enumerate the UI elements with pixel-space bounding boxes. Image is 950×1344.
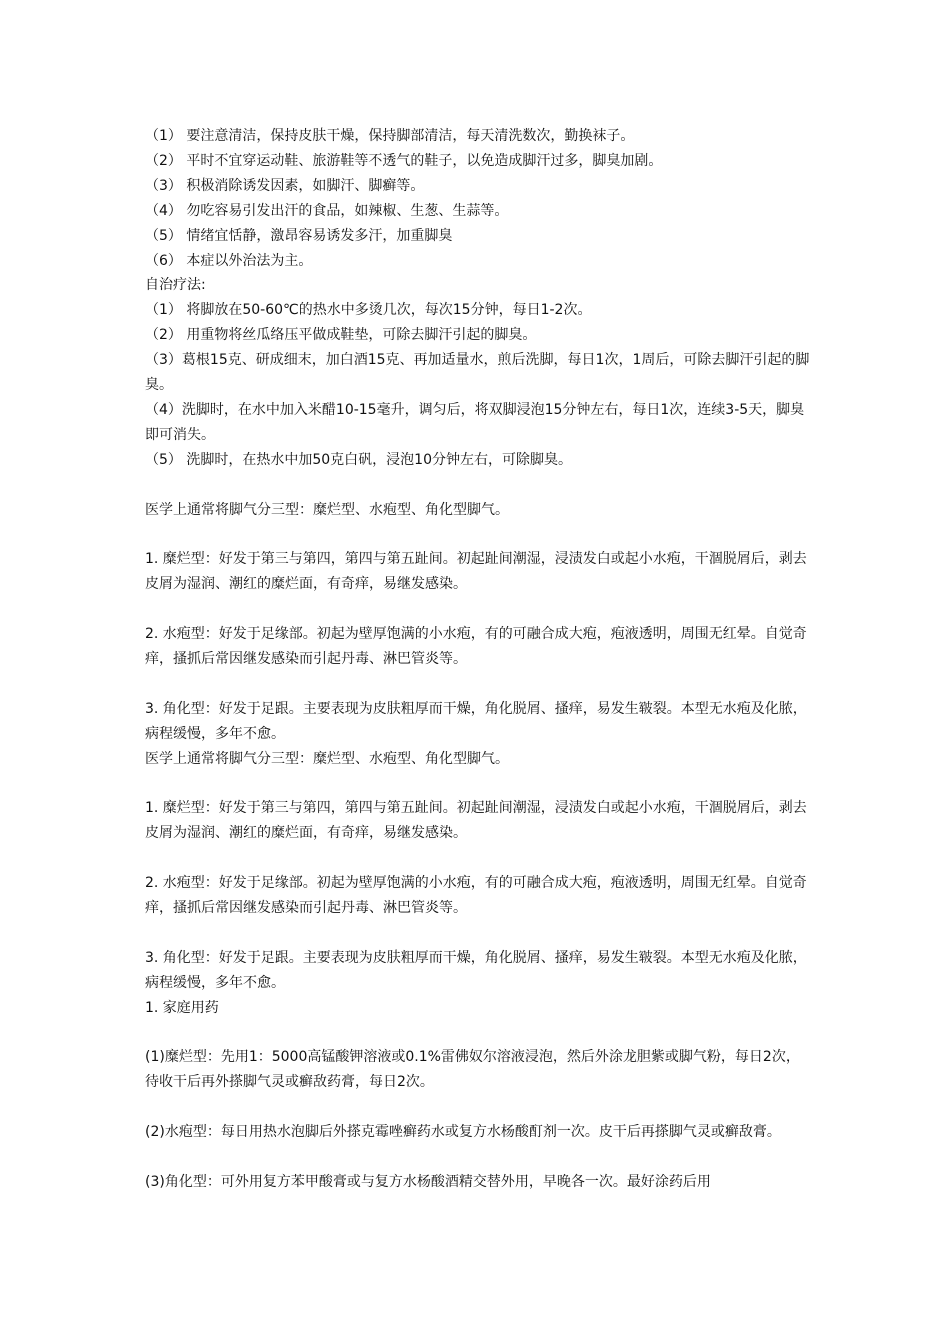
paragraph: （3） 积极消除诱发因素，如脚汗、脚癣等。 xyxy=(145,177,425,194)
paragraph: 1. 糜烂型：好发于第三与第四，第四与第五趾间。初起趾间潮湿，浸渍发白或起小水疱，干涸脱屑后，剥去皮屑为湿润、潮红的糜烂面，有奇痒，易继发感染。 xyxy=(145,551,807,593)
paragraph-spacer xyxy=(145,1145,810,1170)
paragraph: （5） 情绪宜恬静，激昂容易诱发多汗，加重脚臭 xyxy=(145,227,453,244)
paragraph-spacer xyxy=(145,522,810,547)
paragraph: 1. 糜烂型：好发于第三与第四，第四与第五趾间。初起趾间潮湿，浸渍发白或起小水疱，干涸脱屑后，剥去皮屑为湿润、潮红的糜烂面，有奇痒，易继发感染。 xyxy=(145,800,807,842)
paragraph: 3. 角化型：好发于足跟。主要表现为皮肤粗厚而干燥，角化脱屑、搔痒，易发生皲裂。本型无水疱及化脓，病程缓慢，多年不愈。 xyxy=(145,700,807,742)
paragraph: 医学上通常将脚气分三型：糜烂型、水疱型、角化型脚气。 xyxy=(145,750,509,767)
paragraph: 2. 水疱型：好发于足缘部。初起为壁厚饱满的小水疱，有的可融合成大疱，疱液透明，周围无红晕。自觉奇痒，搔抓后常因继发感染而引起丹毒、淋巴管炎等。 xyxy=(145,626,807,667)
paragraph: 自治疗法: xyxy=(145,277,206,294)
paragraph-spacer xyxy=(145,672,810,697)
paragraph: 1. 家庭用药 xyxy=(145,999,219,1016)
paragraph: (3)角化型：可外用复方苯甲酸膏或与复方水杨酸酒精交替外用，早晚各一次。最好涂药后用 xyxy=(145,1173,711,1190)
paragraph-spacer xyxy=(145,772,810,797)
paragraph: （1） 将脚放在50-60℃的热水中多烫几次，每次15分钟，每日1-2次。 xyxy=(145,302,592,319)
paragraph-spacer xyxy=(145,921,810,946)
paragraph: 医学上通常将脚气分三型：糜烂型、水疱型、角化型脚气。 xyxy=(145,501,509,518)
paragraph: 2. 水疱型：好发于足缘部。初起为壁厚饱满的小水疱，有的可融合成大疱，疱液透明，周围无红晕。自觉奇痒，搔抓后常因继发感染而引起丹毒、淋巴管炎等。 xyxy=(145,875,807,916)
paragraph: (2)水疱型：每日用热水泡脚后外搽克霉唑癣药水或复方水杨酸酊剂一次。皮干后再搽脚气灵或癣敌膏。 xyxy=(145,1124,781,1141)
paragraph: （5） 洗脚时，在热水中加50克白矾，浸泡10分钟左右，可除脚臭。 xyxy=(145,451,572,468)
paragraph: （4） 勿吃容易引发出汗的食品，如辣椒、生葱、生蒜等。 xyxy=(145,202,509,219)
paragraph: （1） 要注意清洁，保持皮肤干燥，保持脚部清洁，每天清洗数次，勤换袜子。 xyxy=(145,128,635,144)
paragraph: 3. 角化型：好发于足跟。主要表现为皮肤粗厚而干燥，角化脱屑、搔痒，易发生皲裂。本型无水疱及化脓，病程缓慢，多年不愈。 xyxy=(145,949,807,991)
paragraph-spacer xyxy=(145,1095,810,1120)
paragraph: (1)糜烂型：先用1：5000高锰酸钾溶液或0.1%雷佛奴尔溶液浸泡，然后外涂龙胆紫或脚气粉，每日2次，待收干后再外搽脚气灵或癣敌药膏，每日2次。 xyxy=(145,1049,800,1091)
paragraph-spacer xyxy=(145,597,810,622)
paragraph-spacer xyxy=(145,846,810,871)
paragraph-spacer xyxy=(145,1021,810,1046)
paragraph-spacer xyxy=(145,473,810,498)
paragraph: （2） 用重物将丝瓜络压平做成鞋垫，可除去脚汗引起的脚臭。 xyxy=(145,327,537,344)
paragraph: （4）洗脚时，在水中加入米醋10-15毫升，调匀后，将双脚浸泡15分钟左右，每日1次，连续3-5天，脚臭即可消失。 xyxy=(145,401,805,443)
document-body xyxy=(145,124,810,1195)
paragraph: （3）葛根15克、研成细末，加白酒15克、再加适量水，煎后洗脚，每日1次，1周后，可除去脚汗引起的脚臭。 xyxy=(145,352,810,394)
paragraph: （2） 平时不宜穿运动鞋、旅游鞋等不透气的鞋子，以免造成脚汗过多，脚臭加剧。 xyxy=(145,152,663,169)
paragraph: （6） 本症以外治法为主。 xyxy=(145,252,313,269)
